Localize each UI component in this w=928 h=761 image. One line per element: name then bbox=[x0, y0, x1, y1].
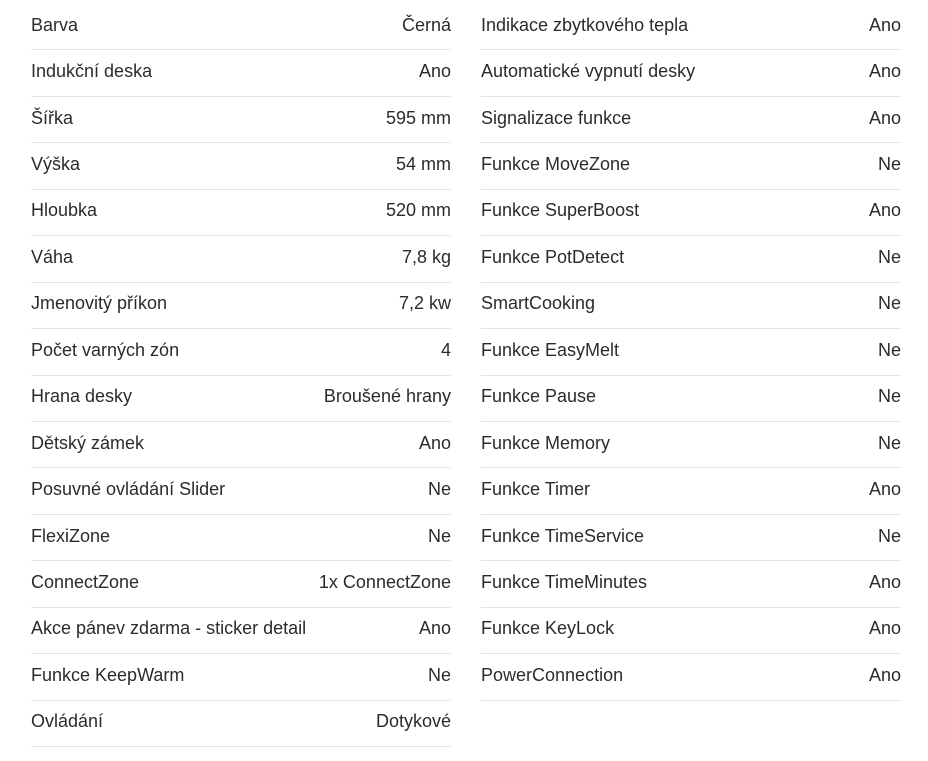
spec-row bbox=[31, 654, 451, 700]
spec-label: FlexiZone bbox=[31, 525, 111, 546]
spec-value: Ano bbox=[418, 432, 451, 453]
spec-value: Ne bbox=[877, 386, 901, 407]
spec-row bbox=[31, 190, 451, 236]
spec-value: Ano bbox=[868, 107, 901, 128]
spec-value: Černá bbox=[401, 14, 451, 35]
spec-value: Broušené hrany bbox=[323, 386, 451, 407]
spec-value: Dotykové bbox=[375, 711, 451, 732]
spec-label: PowerConnection bbox=[481, 664, 624, 685]
spec-row bbox=[481, 376, 901, 422]
spec-label: Počet varných zón bbox=[31, 339, 180, 360]
spec-row bbox=[481, 97, 901, 143]
spec-label: Funkce PotDetect bbox=[481, 246, 625, 267]
spec-row bbox=[481, 608, 901, 654]
spec-value: 7,8 kg bbox=[401, 246, 451, 267]
spec-row bbox=[31, 236, 451, 282]
spec-label: Funkce TimeMinutes bbox=[481, 571, 648, 592]
spec-row bbox=[31, 97, 451, 143]
spec-label: Funkce MoveZone bbox=[481, 154, 631, 175]
spec-label: Funkce Pause bbox=[481, 386, 597, 407]
spec-label: Funkce KeepWarm bbox=[31, 664, 185, 685]
spec-label: Funkce SuperBoost bbox=[481, 200, 640, 221]
spec-value: Ne bbox=[427, 525, 451, 546]
spec-label: Hrana desky bbox=[31, 386, 133, 407]
spec-value: Ne bbox=[877, 525, 901, 546]
spec-value: Ano bbox=[868, 14, 901, 35]
spec-label: Funkce EasyMelt bbox=[481, 339, 620, 360]
spec-row bbox=[481, 190, 901, 236]
spec-label: Akce pánev zdarma - sticker detail bbox=[31, 618, 307, 639]
spec-label: Funkce KeyLock bbox=[481, 618, 615, 639]
spec-row bbox=[31, 283, 451, 329]
spec-value: 520 mm bbox=[385, 200, 451, 221]
spec-value: 54 mm bbox=[395, 154, 451, 175]
spec-column-left bbox=[31, 4, 451, 747]
spec-label: Šířka bbox=[31, 107, 74, 128]
spec-label: Posuvné ovládání Slider bbox=[31, 479, 226, 500]
spec-row bbox=[31, 561, 451, 607]
spec-row bbox=[31, 515, 451, 561]
spec-label: Automatické vypnutí desky bbox=[481, 61, 696, 82]
spec-row bbox=[481, 4, 901, 50]
spec-value: Ne bbox=[877, 246, 901, 267]
spec-label: ConnectZone bbox=[31, 571, 140, 592]
spec-value: 4 bbox=[440, 339, 451, 360]
spec-value: Ano bbox=[868, 664, 901, 685]
spec-row bbox=[31, 143, 451, 189]
spec-label: Dětský zámek bbox=[31, 432, 145, 453]
spec-row bbox=[481, 236, 901, 282]
spec-value: Ne bbox=[877, 293, 901, 314]
spec-value: Ano bbox=[868, 479, 901, 500]
spec-value: 1x ConnectZone bbox=[318, 571, 451, 592]
spec-row bbox=[481, 515, 901, 561]
spec-value: Ne bbox=[427, 479, 451, 500]
spec-label: Indikace zbytkového tepla bbox=[481, 14, 689, 35]
spec-label: Indukční deska bbox=[31, 61, 153, 82]
spec-label: SmartCooking bbox=[481, 293, 596, 314]
spec-label: Barva bbox=[31, 14, 79, 35]
spec-row bbox=[481, 422, 901, 468]
spec-label: Ovládání bbox=[31, 711, 104, 732]
spec-row bbox=[31, 701, 451, 747]
spec-row bbox=[481, 468, 901, 514]
spec-row bbox=[481, 329, 901, 375]
spec-label: Signalizace funkce bbox=[481, 107, 632, 128]
spec-value: Ano bbox=[418, 61, 451, 82]
spec-row bbox=[31, 422, 451, 468]
spec-value: Ne bbox=[877, 339, 901, 360]
spec-value: Ano bbox=[868, 618, 901, 639]
spec-row bbox=[31, 50, 451, 96]
spec-label: Funkce Timer bbox=[481, 479, 591, 500]
spec-label: Váha bbox=[31, 246, 74, 267]
spec-value: Ano bbox=[868, 200, 901, 221]
spec-row bbox=[31, 4, 451, 50]
spec-value: Ne bbox=[877, 154, 901, 175]
spec-label: Výška bbox=[31, 154, 81, 175]
spec-value: Ne bbox=[427, 664, 451, 685]
spec-row bbox=[481, 654, 901, 700]
spec-row bbox=[481, 143, 901, 189]
spec-value: Ano bbox=[418, 618, 451, 639]
spec-label: Funkce TimeService bbox=[481, 525, 645, 546]
spec-value: 595 mm bbox=[385, 107, 451, 128]
spec-row bbox=[481, 283, 901, 329]
spec-row bbox=[31, 608, 451, 654]
spec-label: Jmenovitý příkon bbox=[31, 293, 168, 314]
spec-column-right bbox=[481, 4, 901, 701]
spec-label: Hloubka bbox=[31, 200, 98, 221]
spec-value: Ne bbox=[877, 432, 901, 453]
spec-row bbox=[481, 561, 901, 607]
spec-value: Ano bbox=[868, 571, 901, 592]
spec-value: 7,2 kw bbox=[398, 293, 451, 314]
spec-value: Ano bbox=[868, 61, 901, 82]
spec-row bbox=[31, 329, 451, 375]
spec-row bbox=[31, 376, 451, 422]
spec-label: Funkce Memory bbox=[481, 432, 611, 453]
spec-row bbox=[481, 50, 901, 96]
spec-row bbox=[31, 468, 451, 514]
